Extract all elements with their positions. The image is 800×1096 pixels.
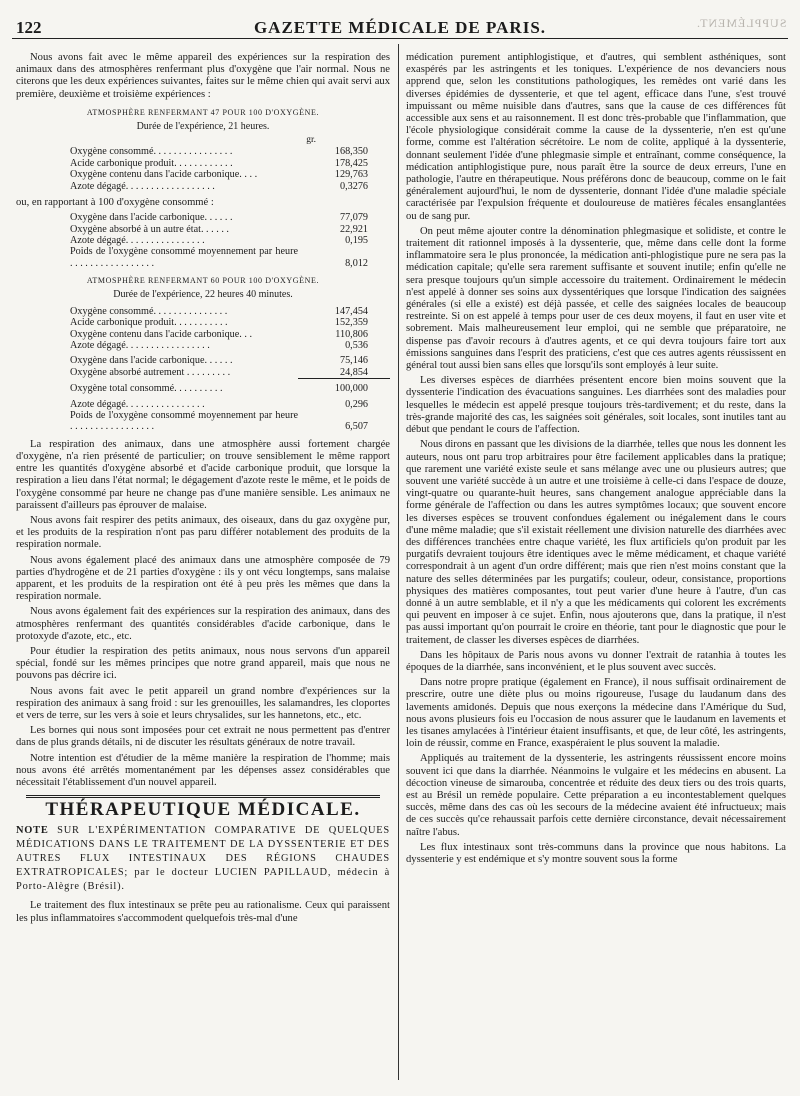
paragraph: Nous avons fait avec le petit appareil un grand nombre d'expériences sur la respiration des animaux à sang froid : sur les grenouilles, les salamandres, les cloportes et vers de terre, sur les vers à soie et leurs chrysalides, sur les hannetons, etc., etc. <box>16 685 390 722</box>
table-row: Azote dégagé. . . . . . . . . . . . . . . . . 0,536 <box>70 339 368 351</box>
paragraph: Les diverses espèces de diarrhées présentent encore bien moins souvent que la dyssenterie l'indication des évacuations sanguines. Les diarrhées sont des maladies pour lesquelles le médecin est appelé presque toujours très-tardivement; et du reste, dans la très-grande majorité des cas, les saignées soit générales, soit locales, sont inutiles tant au début que pendant le cours de l'affection. <box>406 375 786 436</box>
experiment-1-ratio-table <box>16 212 390 269</box>
paragraph: Nous avons fait respirer des petits animaux, des oiseaux, dans du gaz oxygène pur, et les produits de la respiration n'ont pas paru différer notablement des produits de la respiration normale. <box>16 514 390 551</box>
supplement-mark: SUPPLÉMENT. <box>695 16 786 30</box>
table-row: Oxygène consommé. . . . . . . . . . . . . . . 147,454 <box>70 305 368 317</box>
paragraph: médication purement antiphlogistique, et d'autres, qui semblent asthéniques, sont exaspérés par les astringents et les toniques. L'expérience de nos devanciers nous apprend que, selon les constitutions pathologiques, les remèdes ont varié dans les diverses épidémies de dyssenterie, et que tel agent, efficace dans l'une, s'est trouvé impuissant ou même nuisible dans d'autres, sans que la cause de ces différences fût accessible aux sens et au raisonnement. Il est donc très-probable que l'inflammation, que l'école physiologique considérait comme la cause de la dyssenterie, n'en est qu'une forme, comme est l'altération sécrétoire. Le nom de colite, appliqué à la dyssenterie, donnant seulement l'idée d'une phlegmasie simple et entraînant, comme conséquence, la médication antiphlogistique pure, nous paraît être la source de deux erreurs, l'une en pathologie, l'autre en thérapeutique. Nous préférons donc de beaucoup, comme on le fait généralement aujourd'hui, le nom de dyssenterie, donnant l'idée d'une maladie spéciale caractérisée par l'expulsion fréquente et douloureuse de matières fécales ensanglantées ou de sang pur. <box>406 52 786 222</box>
experiment-2-heading: ATMOSPHÈRE RENFERMANT 60 POUR 100 D'OXYGÈNE. <box>86 276 320 286</box>
journal-title: GAZETTE MÉDICALE DE PARIS. <box>253 18 547 37</box>
paragraph: La respiration des animaux, dans une atmosphère aussi fortement chargée d'oxygène, n'a rien présenté de particulier; on trouve sensiblement le même rapport entre les quantités d'oxygène absorbé et d'acide carbonique produit, que lorsque la respiration a lieu dans l'état normal; le dégagement d'azote reste le même, et le poids de l'oxygène consommé par heure ne change pas d'une manière sensible. Les animaux ne paraissent d'ailleurs pas éprouver de malaise. <box>16 438 390 511</box>
note-lead: NOTE <box>16 825 49 837</box>
paragraph: Le traitement des flux intestinaux se prête peu au rationalisme. Ceux qui paraissent les plus inflammatoires s'accommodent quelquefois très-mal d'une <box>16 900 390 924</box>
table-row: Oxygène contenu dans l'acide carbonique. . . . 129,763 <box>70 169 368 181</box>
experiment-2-duration: Durée de l'expérience, 22 heures 40 minutes. <box>113 289 293 301</box>
table-row: Oxygène absorbé autrement . . . . . . . . . 24,854 <box>70 366 368 379</box>
intro-paragraph: Nous avons fait avec le même appareil des expériences sur la respiration des animaux dans des atmosphères renfermant plus d'oxygène que l'air normal. Nous ne citerons que les deux expériences suivantes, faites sur le même chien qui avait servi aux première, deuxième et troisième expériences : <box>16 52 390 100</box>
ratio-intro: ou, en rapportant à 100 d'oxygène consommé : <box>16 197 214 209</box>
paragraph: Pour étudier la respiration des petits animaux, nous nous servons d'un appareil spécial, fondé sur les mêmes principes que notre grand appareil, mais que nous ne pouvons pas décrire ici. <box>16 646 390 682</box>
table-row: Oxygène dans l'acide carbonique. . . . . . 75,146 <box>70 355 368 367</box>
note-title-text: SUR L'EXPÉRIMENTATION COMPARATIVE DE QUELQUES MÉDICATIONS DANS LE TRAITEMENT DE LA DYSSENTERIE ET DES AUTRES FLUX INTESTINAUX DES RÉGIONS CHAUDES EXTRATROPICALES; par le docteur LUCIEN PAPILLAUD, médecin à Porto-Alègre (Brésil). <box>16 825 390 893</box>
paragraph: Appliqués au traitement de la dyssenterie, les astringents réussissent encore moins souvent ici que dans la diarrhée. Néanmoins le vulgaire et les médecins en abusent. La décoction vineuse de simarouba, concentrée et réduite des deux tiers ou des trois quarts, est au Brésil un remède populaire. Cette préparation a eu incontestablement quelques succès, même dans des cas où les secours de la médecine avaient été infructueux; mais de ces succès qu'ce rehaussait parfois cette dernière circonstance, devait nécessairement naître l'abus. <box>406 753 786 838</box>
article-title <box>16 824 390 894</box>
unit-label: gr. <box>306 135 316 146</box>
paragraph: Nous avons également placé des animaux dans une atmosphère composée de 79 parties d'hydrogène et de 21 parties d'oxygène : ils y ont vécu longtemps, sans malaise apparent, et les produits de la respiration ont été à peu près les mêmes que dans la respiration normale. <box>16 554 390 603</box>
paragraph: Nous dirons en passant que les divisions de la diarrhée, telles que nous les donnent les auteurs, nous ont paru trop arbitraires pour être facilement applicables dans la pratique; que rarement une variété existe seule et sans mélange avec une ou plusieurs autres; que souvent une variété succède à un autre et une troisième à celle-ci dans l'espace de douze, vingt-quatre ou quarante-huit heures, sans changement analogue appréciable dans la forme générale de l'affection ou dans les autres symptômes locaux; que souvent encore les diverses espèces se trouvent confondues également ou inégalement dans le cours d'une même maladie; que s'il existait réellement une division naturelle des diarrhées avec des différences tranchées entre chaque variété, les flux artificiels qu'on produit par les purgatifs devraient toujours être identiques avec le même médicament, et chaque variété correspondrait à un agent d'un ordre différent; mais que rien n'est moins constant que la nature des selles déterminées par les purgatifs; couleur, odeur, consistance, proportions physiques des matières composantes, tout peut varier d'une heure à l'autre, d'un cas donné à un autre semblable, et il n'y a que les médicaments qui colorent les excréments qui peuvent en imposer à ce sujet. Enfin, nous ajouterons que, dans la pratique, il n'est pas aussi important qu'on pourrait le croire en théorie, tant pour le diagnostic que pour le traitement, de classer les diverses espèces de diarrhées. <box>406 439 786 646</box>
paragraph: Dans les hôpitaux de Paris nous avons vu donner l'extrait de ratanhia à toutes les époques de la diarrhée, sans inconvénient, et le plus souvent avec succès. <box>406 649 786 673</box>
page-header <box>12 14 788 39</box>
right-column <box>406 52 786 869</box>
table-row: Oxygène consommé. . . . . . . . . . . . . . . . 168,350 <box>70 146 368 158</box>
paragraph: Dans notre propre pratique (également en France), il nous suffisait ordinairement de prescrire, outre une diète plus ou moins rigoureuse, l'usage du laudanum dans des lavements amidonés. Depuis que nous exerçons la médecine dans l'Amérique du Sud, nous avons plusieurs fois eu l'occasion de nous assurer que le laudanum en lavements et les tisanes amylacées à l'intérieur étaient insuffisants, et que, de leur côté, les astringents, loin de réussir, comme en France, exaspéraient le plus souvent la maladie. <box>406 677 786 750</box>
table-row: Poids de l'oxygène consommé moyennement par heure . . . . . . . . . . . . . . . . . 8,012 <box>70 246 368 269</box>
page-number: 122 <box>16 18 42 37</box>
table-row: Azote dégagé. . . . . . . . . . . . . . . . 0,296 <box>70 398 368 410</box>
experiment-2-table <box>16 306 390 433</box>
table-row: Poids de l'oxygène consommé moyennement par heure . . . . . . . . . . . . . . . . . 6,507 <box>70 409 368 433</box>
experiment-1-heading: ATMOSPHÈRE RENFERMANT 47 POUR 100 D'OXYGÈNE. <box>86 107 320 117</box>
section-divider <box>26 795 380 798</box>
table-row: Azote dégagé. . . . . . . . . . . . . . . . 0,195 <box>70 235 368 247</box>
paragraph: Nous avons également fait des expériences sur la respiration des animaux, dans des atmosphères renfermant des quantités considérables d'acide carbonique, dans le protoxyde d'azote, etc., etc. <box>16 606 390 642</box>
table-row: Acide carbonique produit. . . . . . . . . . . . 178,425 <box>70 157 368 169</box>
paragraph: Les flux intestinaux sont très-communs dans la province que nous habitons. La dyssenterie y est endémique et s'y montre souvent sous la forme <box>406 841 786 865</box>
table-row: Azote dégagé. . . . . . . . . . . . . . . . . . 0,3276 <box>70 180 368 192</box>
table-row: Acide carbonique produit. . . . . . . . . . . 152,359 <box>70 317 368 329</box>
table-row: Oxygène total consommé. . . . . . . . . . 100,000 <box>16 379 390 395</box>
paragraph: On peut même ajouter contre la dénomination phlegmasique et solidiste, et contre le traitement dit rationnel imposés à la dyssenterie, que, même dans celle dont la forme inflammatoire sera le plus prononcée, la médication anti-phlogistique pure ne sera pas la médication capitale; qu'elle sera rarement suffisante et souvent inutile; enfin qu'elle ne sera presque toujours qu'un simple accessoire du traitement. Ordinairement le médecin n'est appelé à donner ses soins aux dyssentériques que lorsque l'indication des saignées générales (si elle a existé) est déjà passée, et celle des saignées locales de beaucoup restreinte. Si on est appelé à temps pour user de ces deux moyens, il faut en user vite et sobrement. Mais malheureusement leur emploi, qui ne semble que préparatoire, ne dispense pas d'avoir recours à d'autres agents, et ce qui devra toujours faire tort aux émissions sanguines dans l'esprit des praticiens, c'est que ces autres agents réussissent en général tout aussi bien sans elles que lorsqu'ils sont employés à leur suite. <box>406 225 786 372</box>
paragraph: Notre intention est d'étudier de la même manière la respiration de l'homme; mais nous avons été arrêtés momentanément par les dépenses assez considérables que nécessitait l'établissement d'un nouvel appareil. <box>16 752 390 789</box>
experiment-1-duration: Durée de l'expérience, 21 heures. <box>136 121 270 133</box>
table-row: Oxygène dans l'acide carbonique. . . . . . 77,079 <box>70 212 368 224</box>
table-row: Oxygène absorbé à un autre état. . . . . . 22,921 <box>70 223 368 235</box>
left-column <box>16 52 390 928</box>
table-row: Oxygène contenu dans l'acide carbonique. . . 110,806 <box>70 328 368 340</box>
section-title: THÉRAPEUTIQUE MÉDICALE. <box>45 799 361 821</box>
paragraph: Les bornes qui nous sont imposées pour cet extrait ne nous permettent pas d'entrer dans de plus grands détails, ni de discuter les résultats généraux de notre travail. <box>16 725 390 749</box>
experiment-1-table <box>16 146 390 192</box>
column-divider <box>398 44 399 1080</box>
